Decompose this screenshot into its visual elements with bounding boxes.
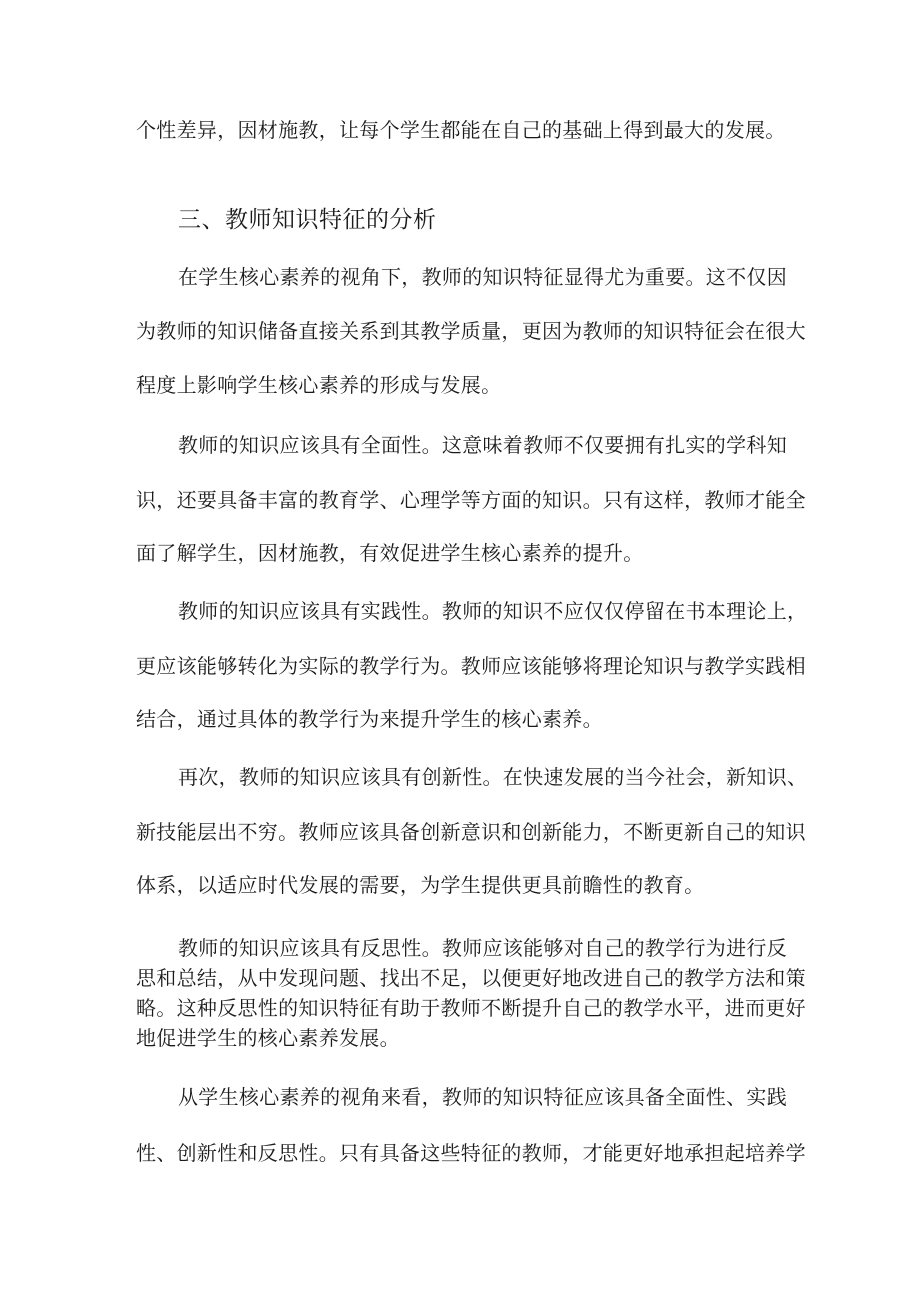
paragraph-1-line-1: 在学生核心素养的视角下，教师的知识特征显得尤为重要。这不仅因	[178, 265, 787, 289]
paragraph-2-line-2: 识，还要具备丰富的教育学、心理学等方面的知识。只有这样，教师才能全	[136, 488, 806, 512]
paragraph-3-line-3: 结合，通过具体的教学行为来提升学生的核心素养。	[136, 707, 603, 731]
paragraph-5-line-4: 地促进学生的核心素养发展。	[136, 1026, 400, 1050]
paragraph-4-line-3: 体系，以适应时代发展的需要，为学生提供更具前瞻性的教育。	[136, 873, 705, 897]
paragraph-1-line-2: 为教师的知识储备直接关系到其教学质量，更因为教师的知识特征会在很大	[136, 319, 806, 343]
section-heading: 三、教师知识特征的分析	[178, 207, 437, 233]
paragraph-1-line-3: 程度上影响学生核心素养的形成与发展。	[136, 373, 502, 397]
paragraph-3-line-1: 教师的知识应该具有实践性。教师的知识不应仅仅停留在书本理论上，	[178, 599, 808, 623]
paragraph-3-line-2: 更应该能够转化为实际的教学行为。教师应该能够将理论知识与教学实践相	[136, 654, 806, 678]
paragraph-5-line-2: 思和总结，从中发现问题、找出不足，以便更好地改进自己的教学方法和策	[136, 966, 806, 990]
paragraph-2-line-1: 教师的知识应该具有全面性。这意味着教师不仅要拥有扎实的学科知	[178, 433, 787, 457]
paragraph-2-line-3: 面了解学生，因材施教，有效促进学生核心素养的提升。	[136, 541, 644, 565]
paragraph-6-line-1: 从学生核心素养的视角来看，教师的知识特征应该具备全面性、实践	[178, 1085, 787, 1109]
paragraph-5-line-3: 略。这种反思性的知识特征有助于教师不断提升自己的教学水平，进而更好	[136, 996, 806, 1020]
continuation-line: 个性差异，因材施教，让每个学生都能在自己的基础上得到最大的发展。	[136, 118, 786, 142]
paragraph-6-line-2: 性、创新性和反思性。只有具备这些特征的教师，才能更好地承担起培养学	[136, 1141, 806, 1165]
paragraph-4-line-1: 再次，教师的知识应该具有创新性。在快速发展的当今社会，新知识、	[178, 765, 808, 789]
paragraph-4-line-2: 新技能层出不穷。教师应该具备创新意识和创新能力，不断更新自己的知识	[136, 820, 806, 844]
paragraph-5-line-1: 教师的知识应该具有反思性。教师应该能够对自己的教学行为进行反	[178, 936, 787, 960]
